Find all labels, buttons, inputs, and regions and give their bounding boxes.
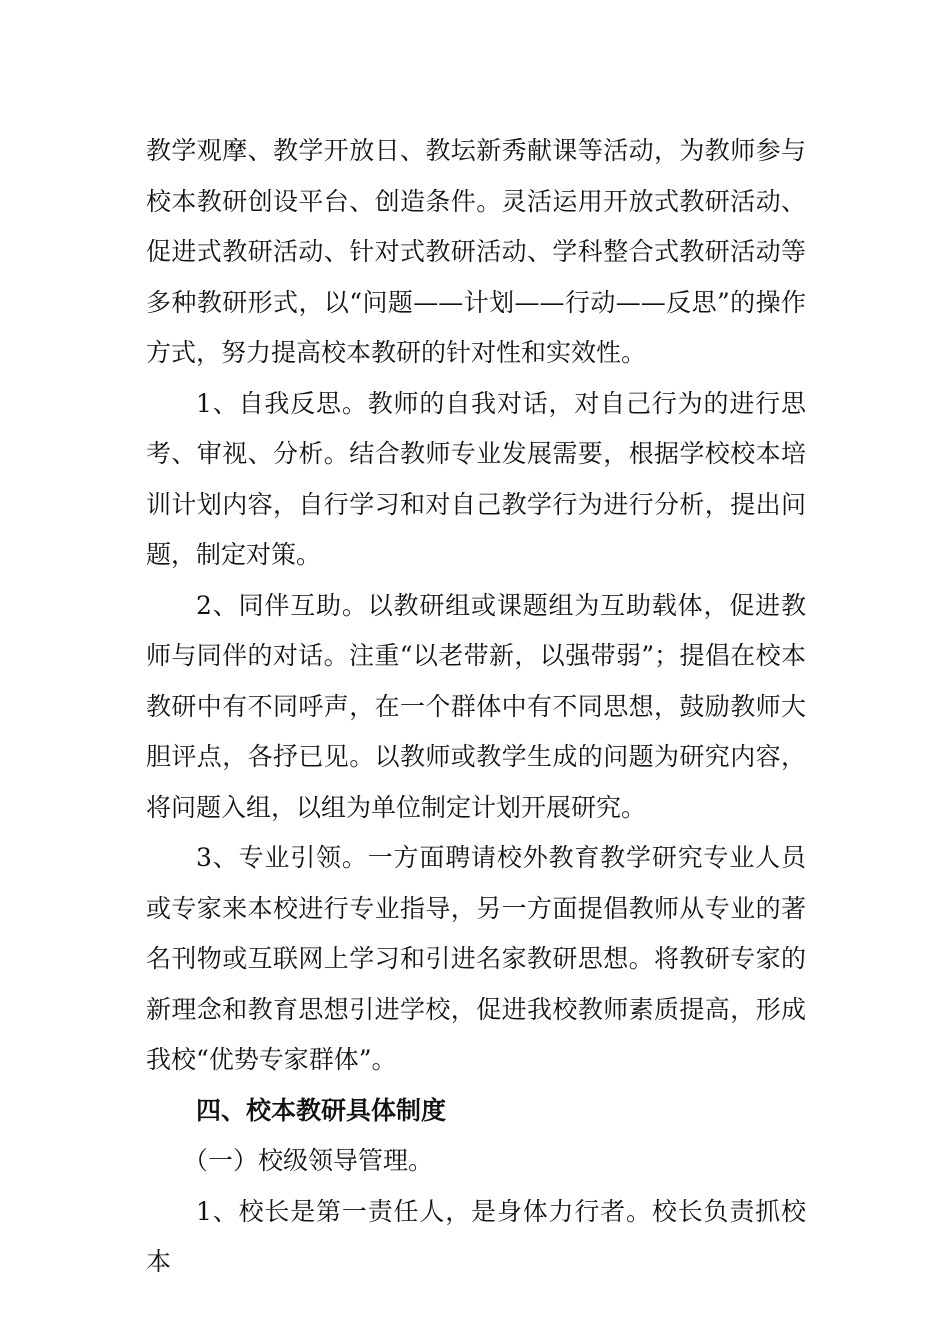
section-heading: 四、校本教研具体制度 <box>196 1095 447 1125</box>
paragraph-self-reflection: 1、自我反思。教师的自我对话，对自己行为的进行思考、审视、分析。结合教师专业发展需要，根据学校校本培训计划内容，自行学习和对自己教学行为进行分析，提出问题，制定对策。 <box>146 388 806 569</box>
paragraph-peer-support: 2、同伴互助。以教研组或课题组为互助载体，促进教师与同伴的对话。注重“以老带新，以强带弱”；提倡在校本教研中有不同呼声，在一个群体中有不同思想，鼓励教师大胆评点，各抒已见。以教师或教学生成的问题为研究内容，将问题入组，以组为单位制定计划开展研究。 <box>146 590 806 822</box>
sub-section-heading: （一）校级领导管理。 <box>183 1146 434 1175</box>
paragraph-principal-responsibility: 1、校长是第一责任人，是身体力行者。校长负责抓校本 <box>146 1196 806 1276</box>
document-page <box>146 126 806 1288</box>
paragraph-activities: 教学观摩、教学开放日、教坛新秀献课等活动，为教师参与校本教研创设平台、创造条件。灵活运用开放式教研活动、促进式教研活动、针对式教研活动、学科整合式教研活动等多种教研形式，以“问题——计划——行动——反思”的操作方式，努力提高校本教研的针对性和实效性。 <box>146 136 806 367</box>
paragraph-professional-guidance: 3、专业引领。一方面聘请校外教育教学研究专业人员或专家来本校进行专业指导，另一方面提倡教师从专业的著名刊物或互联网上学习和引进名家教研思想。将教研专家的新理念和教育思想引进学校，促进我校教师素质提高，形成我校“优势专家群体”。 <box>146 843 806 1074</box>
